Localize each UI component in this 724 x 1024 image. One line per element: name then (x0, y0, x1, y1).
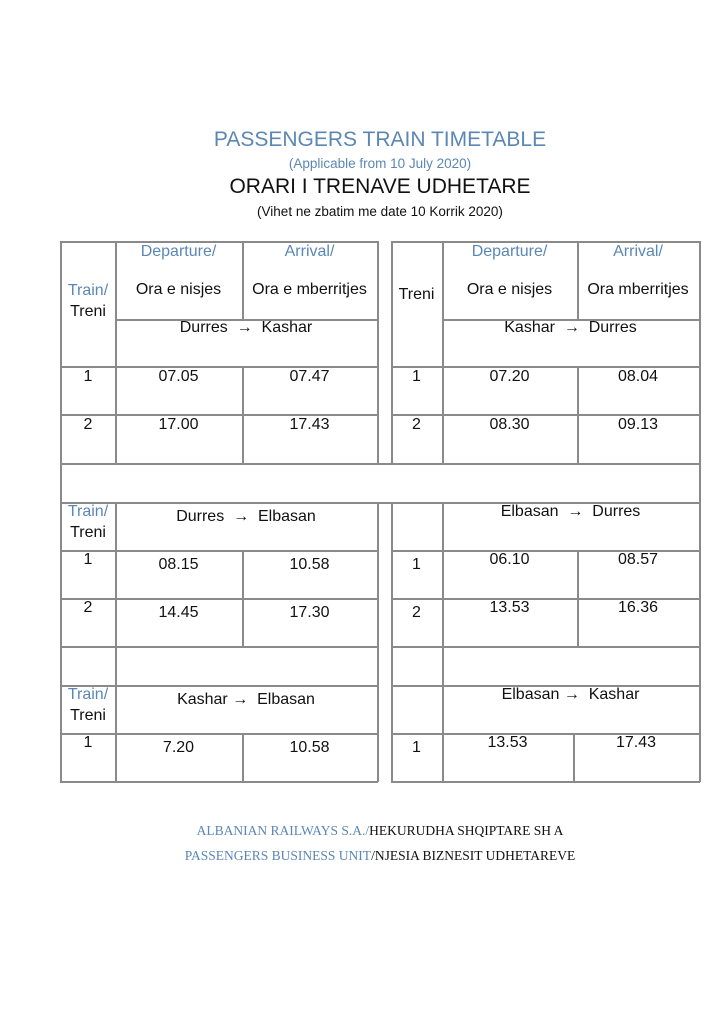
departure-time: 06.10 (489, 551, 530, 568)
departure-time: 13.53 (489, 599, 530, 616)
arrival-time: 10.58 (289, 556, 330, 573)
page-subtitle: (Applicable from 10 July 2020) (288, 156, 472, 171)
grid-line (391, 646, 700, 648)
departure-time: 17.00 (158, 416, 199, 433)
grid-line (60, 646, 378, 648)
arrival-time: 17.30 (289, 604, 330, 621)
train-number: 1 (83, 551, 93, 568)
business-unit-sq: /NJESIA BIZNESIT UDHETAREVE (371, 848, 576, 863)
route-label: Durres → Kashar (179, 319, 313, 336)
arrival-time: 17.43 (289, 416, 330, 433)
column-header-train-sq: Treni (70, 524, 106, 541)
column-header-train-sq: Treni (398, 286, 435, 303)
route-label: Elbasan → Durres (500, 503, 641, 520)
arrival-time: 08.57 (617, 551, 659, 568)
train-number: 1 (412, 739, 421, 756)
column-header-departure-en: Departure/ (471, 243, 548, 260)
train-number: 1 (83, 734, 93, 751)
departure-time: 08.15 (158, 556, 199, 573)
departure-time: 07.20 (489, 368, 530, 385)
arrival-time: 09.13 (617, 416, 659, 433)
column-header-departure-en: Departure/ (140, 243, 217, 260)
departure-time: 7.20 (162, 739, 195, 756)
train-number: 2 (83, 599, 93, 616)
column-header-arrival-sq: Ora mberritjes (587, 281, 689, 298)
column-header-train-en: Train/ (67, 503, 109, 520)
train-number: 1 (83, 368, 93, 385)
grid-line (60, 781, 378, 783)
column-header-train-en: Train/ (67, 282, 109, 299)
train-number: 1 (412, 368, 421, 385)
page-title-albanian: ORARI I TRENAVE UDHETARE (229, 175, 531, 198)
grid-line (377, 502, 379, 782)
route-label: Elbasan → Kashar (501, 686, 640, 703)
route-label: Durres → Elbasan (176, 508, 316, 525)
column-header-arrival-sq: Ora e mberritjes (252, 281, 367, 298)
departure-time: 13.53 (487, 734, 528, 751)
train-number: 2 (412, 416, 421, 433)
grid-line (377, 241, 379, 464)
arrival-time: 10.58 (289, 739, 330, 756)
arrival-time: 07.47 (289, 368, 330, 385)
column-header-train-sq: Treni (70, 303, 106, 320)
departure-time: 07.05 (158, 368, 199, 385)
footer-line-1 (0, 823, 724, 839)
grid-line (699, 241, 701, 782)
column-header-train-en: Train/ (67, 686, 109, 703)
train-number: 2 (412, 604, 421, 621)
column-header-arrival-en: Arrival/ (284, 243, 335, 260)
company-name-sq: HEKURUDHA SHQIPTARE SH A (369, 823, 564, 838)
footer-line-2 (0, 848, 724, 864)
train-number: 1 (412, 556, 421, 573)
arrival-time: 16.36 (617, 599, 659, 616)
arrival-time: 08.04 (617, 368, 659, 385)
arrival-time: 17.43 (615, 734, 657, 751)
column-header-departure-sq: Ora e nisjes (466, 281, 553, 298)
departure-time: 08.30 (489, 416, 530, 433)
train-number: 2 (83, 416, 93, 433)
departure-time: 14.45 (158, 604, 199, 621)
route-label: Kashar → Durres (504, 319, 637, 336)
page-subtitle-albanian: (Vihet ne zbatim me date 10 Korrik 2020) (257, 204, 503, 219)
route-label: Kashar → Elbasan (177, 691, 315, 708)
page-title: PASSENGERS TRAIN TIMETABLE (213, 128, 547, 151)
column-header-train-sq: Treni (70, 707, 106, 724)
company-name-en: ALBANIAN RAILWAYS S.A./ (196, 823, 370, 838)
business-unit-en: PASSENGERS BUSINESS UNIT (184, 848, 372, 863)
column-header-departure-sq: Ora e nisjes (135, 281, 222, 298)
grid-line (60, 463, 700, 465)
grid-line (391, 781, 700, 783)
column-header-arrival-en: Arrival/ (613, 243, 663, 260)
